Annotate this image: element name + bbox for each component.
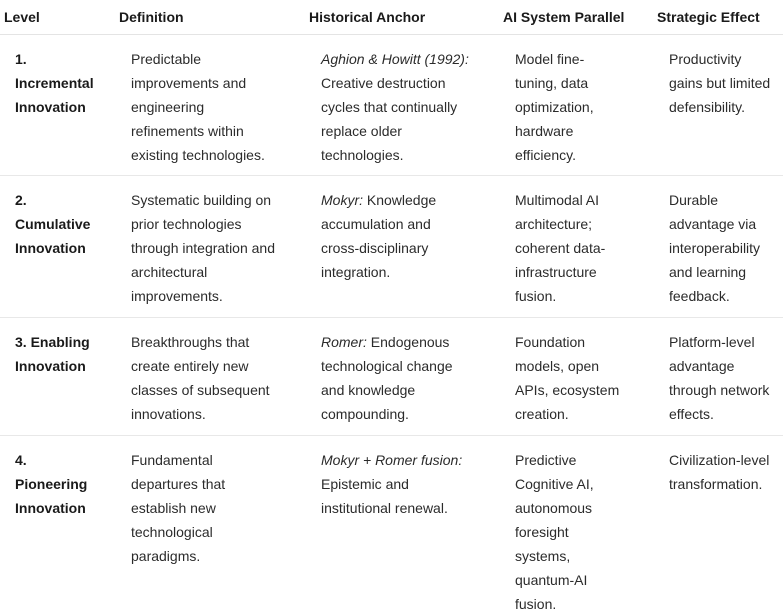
anchor-name: Romer: (321, 334, 367, 350)
table-row (0, 176, 783, 318)
ai-parallel-cell: Multimodal AI architecture; coherent data- infrastructure fusion. (515, 192, 606, 304)
ai-parallel-cell: Predictive Cognitive AI, autonomous foresight systems, quantum-AI fusion. (515, 452, 594, 612)
header-historical-anchor: Historical Anchor (309, 9, 426, 25)
table-row (0, 318, 783, 436)
historical-anchor-cell: Romer: Endogenous technological change and knowledge compounding. (321, 334, 453, 422)
level-cell: 2. Cumulative Innovation (15, 192, 91, 256)
historical-anchor-cell: Aghion & Howitt (1992): Creative destruction cycles that continually replace older technologies. (321, 51, 469, 163)
strategic-effect-cell: Civilization-level transformation. (669, 452, 770, 492)
strategic-effect-cell: Durable advantage via interoperability and learning feedback. (669, 192, 761, 304)
table-row (0, 35, 783, 176)
definition-cell: Breakthroughs that create entirely new classes of subsequent innovations. (131, 334, 270, 422)
level-cell: 4. Pioneering Innovation (15, 452, 88, 516)
table-row (0, 436, 783, 614)
definition-cell: Fundamental departures that establish new technological paradigms. (131, 452, 226, 564)
anchor-name: Aghion & Howitt (1992): (321, 51, 469, 67)
ai-parallel-cell: Model fine- tuning, data optimization, hardware efficiency. (515, 51, 594, 163)
definition-cell: Systematic building on prior technologies through integration and architectural improvements. (131, 192, 275, 304)
anchor-name: Mokyr: (321, 192, 363, 208)
header-definition: Definition (119, 9, 184, 25)
historical-anchor-cell: Mokyr + Romer fusion: Epistemic and institutional renewal. (321, 452, 463, 516)
header-level: Level (4, 9, 40, 25)
header-strategic-effect: Strategic Effect (657, 9, 760, 25)
strategic-effect-cell: Platform-level advantage through network effects. (669, 334, 770, 422)
table-header-row (0, 0, 783, 35)
strategic-effect-cell: Productivity gains but limited defensibility. (669, 51, 771, 115)
anchor-name: Mokyr + Romer fusion: (321, 452, 463, 468)
definition-cell: Predictable improvements and engineering refinements within existing technologies. (131, 51, 265, 163)
level-cell: 1. Incremental Innovation (15, 51, 94, 115)
level-cell: 3. Enabling Innovation (15, 334, 90, 374)
header-ai-system-parallel: AI System Parallel (503, 9, 625, 25)
historical-anchor-cell: Mokyr: Knowledge accumulation and cross-disciplinary integration. (321, 192, 437, 280)
ai-parallel-cell: Foundation models, open APIs, ecosystem creation. (515, 334, 620, 422)
